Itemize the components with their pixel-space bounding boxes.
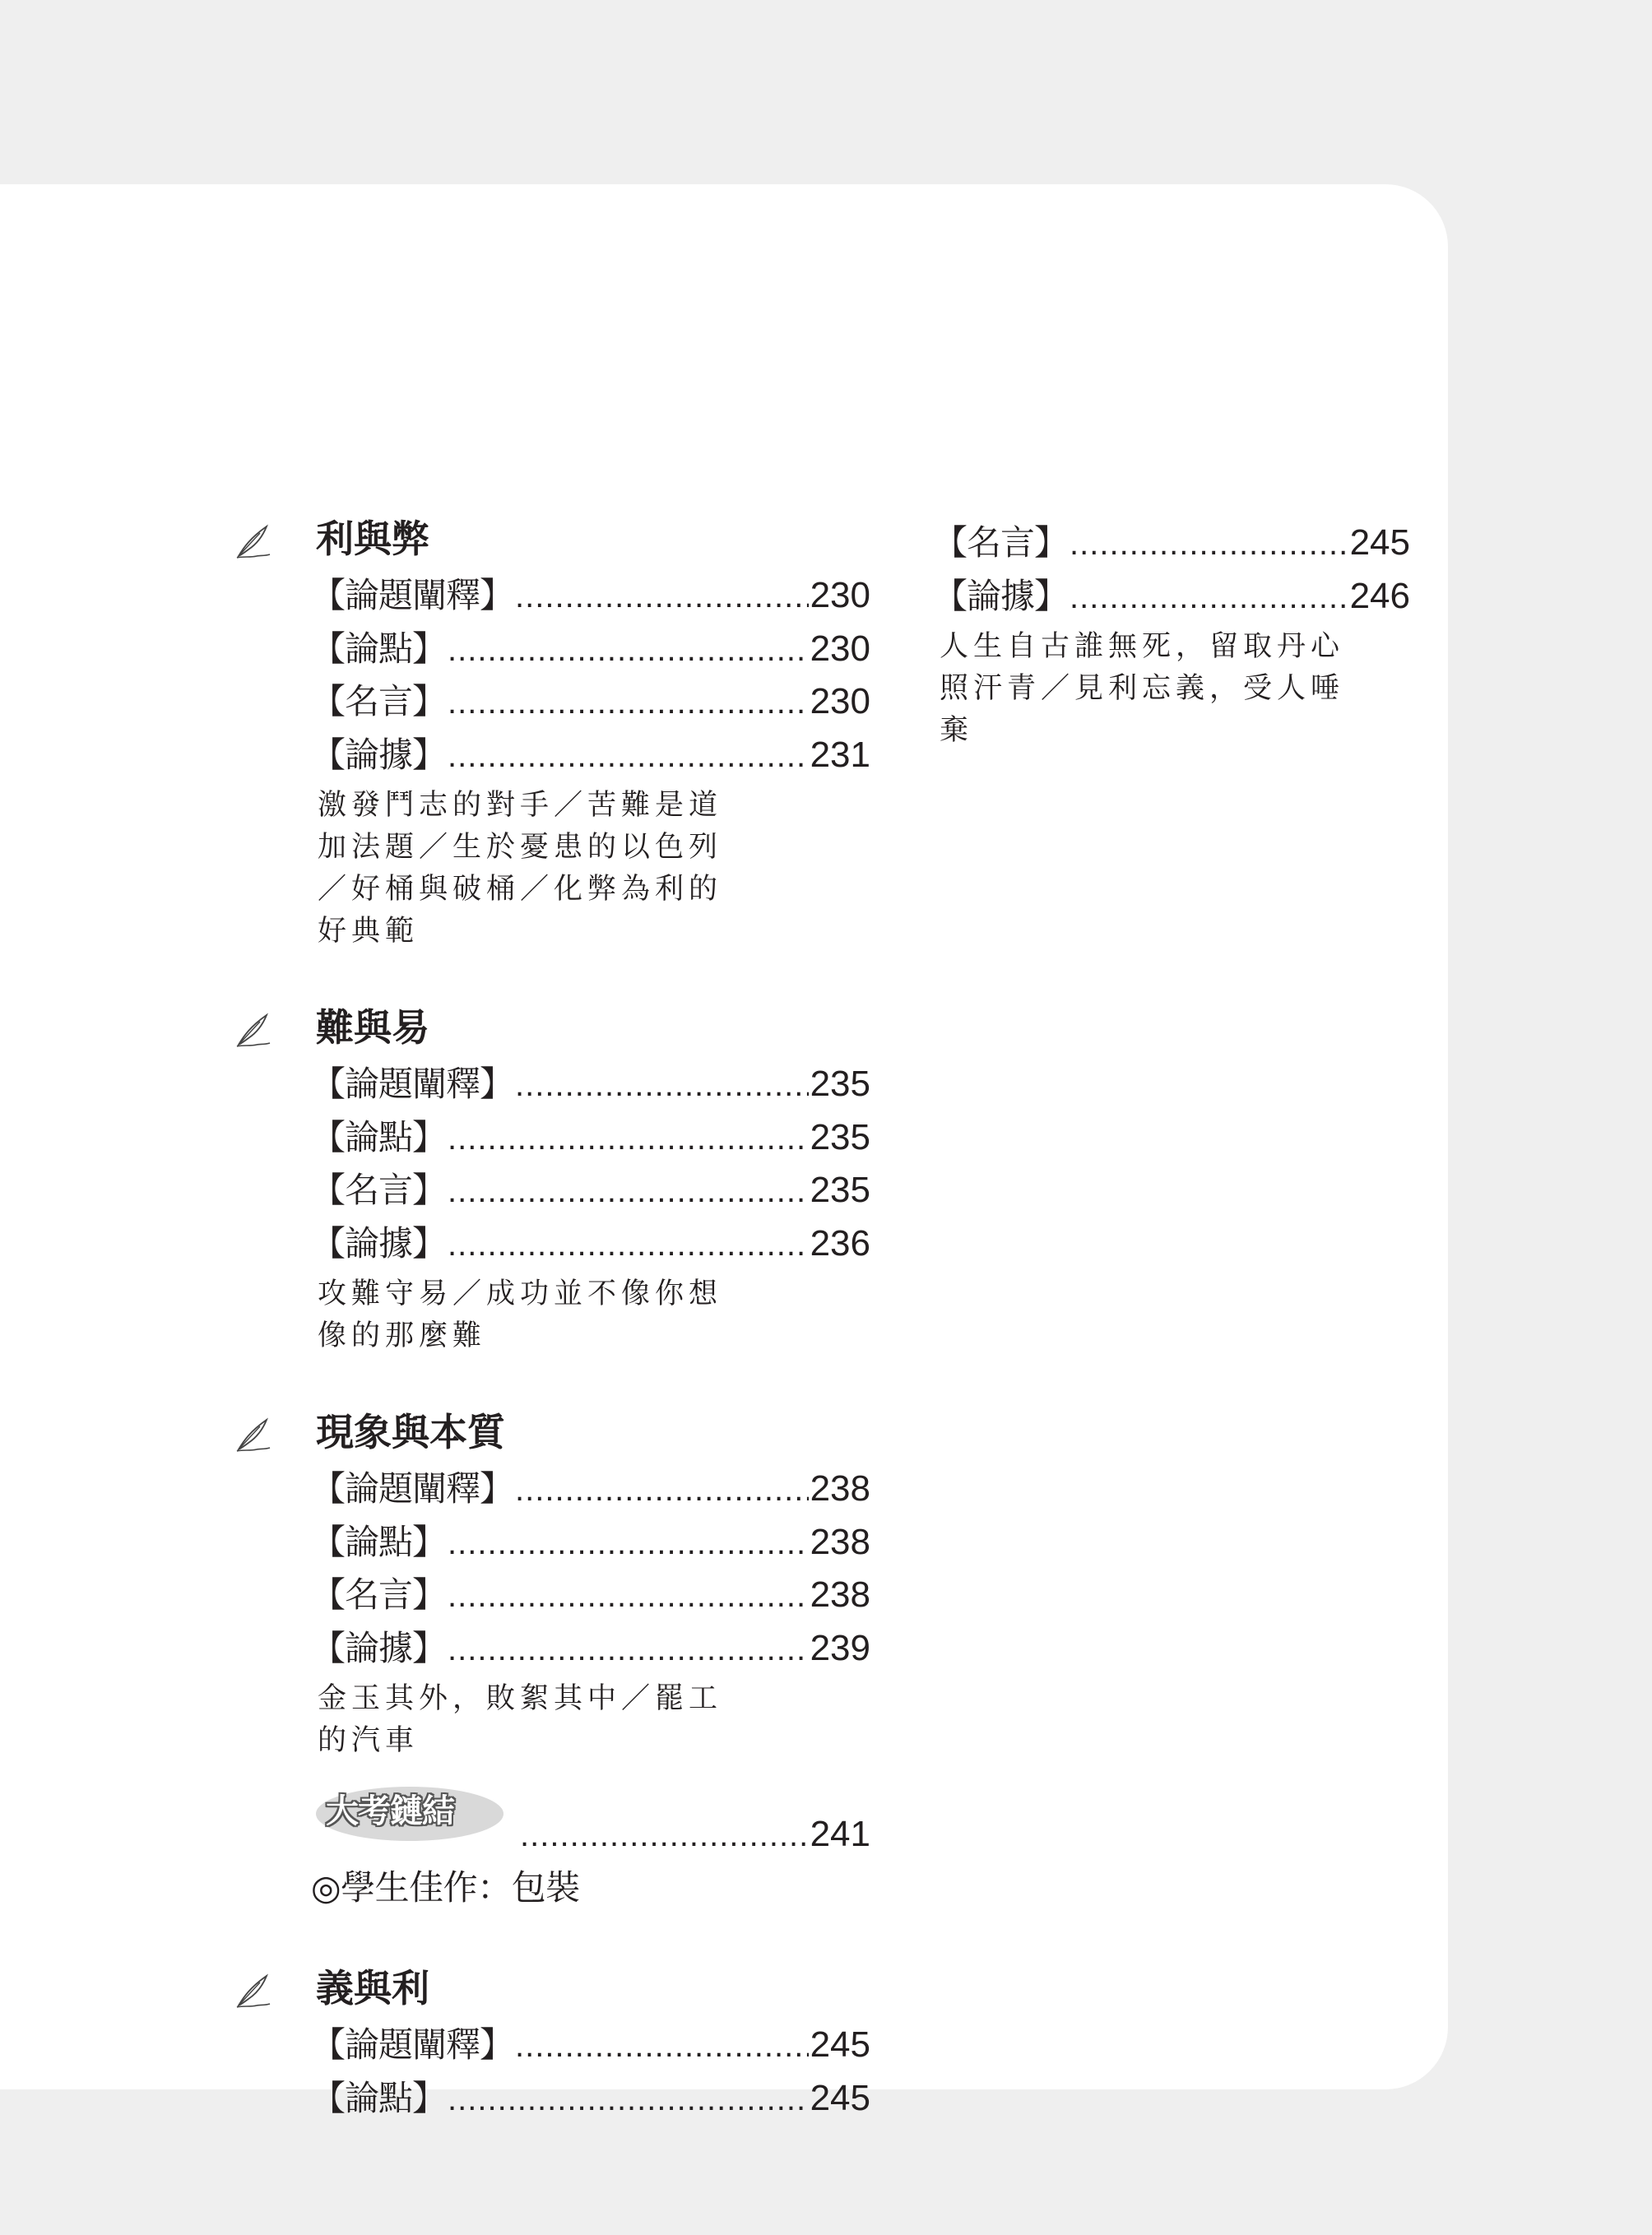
toc-left-column [235,512,870,2125]
example-line: 激發鬥志的對手／苦難是道 [318,789,723,822]
entry-list [311,569,870,953]
entry-list [933,517,1492,752]
entry-page-number: 230 [810,575,870,615]
section-header [235,1961,861,2017]
entry-label: 【名言】 [311,1170,447,1210]
section-title: 利與弊 [316,517,429,561]
entry-page-number: 230 [810,681,870,721]
entry-page-number: 238 [810,1468,870,1509]
toc-entry[interactable] [311,1463,870,1516]
argument-examples [318,785,745,953]
argument-examples [318,1678,745,1762]
entry-label: 【論題闡釋】 [311,2024,514,2065]
example-line: 的汽車 [318,1724,420,1757]
entry-label: 【論據】 [311,734,447,775]
section-title: 義與利 [316,1966,429,2010]
dot-leader [448,1112,809,1165]
dot-leader [515,570,809,623]
entry-label: 【論點】 [311,2077,447,2118]
dot-leader [1070,571,1348,624]
entry-label: 【名言】 [311,681,447,721]
dot-leader [448,676,809,729]
entry-list [311,1058,870,1357]
section-title: 難與易 [316,1005,429,1050]
toc-section [235,1961,870,2125]
example-line: 好典範 [318,915,420,948]
toc-entry[interactable] [311,2019,870,2072]
entry-label: 【論據】 [933,575,1069,616]
entry-page-number: 245 [810,2077,870,2118]
toc-entry[interactable] [311,623,870,676]
toc-section [235,1405,870,1913]
student-work-entry[interactable]: ◎學生佳作：包裝 [311,1867,580,1908]
dot-leader [448,1517,809,1570]
toc-entry[interactable] [311,729,870,782]
example-line: 照汗青／見利忘義，受人唾 [940,672,1345,705]
dot-leader [515,1059,809,1111]
dot-leader [520,1809,809,1862]
feather-quill-icon [235,1973,271,2009]
toc-entry[interactable] [311,1516,870,1570]
entry-page-number: 245 [810,2024,870,2065]
entry-page-number: 245 [1349,522,1410,563]
toc-entry[interactable] [311,1164,870,1217]
toc-entry[interactable] [933,517,1410,570]
entry-page-number: 246 [1349,575,1410,616]
toc-entry[interactable] [311,1058,870,1111]
entry-label: 【論據】 [311,1627,447,1668]
dot-leader [448,730,809,782]
example-line: 人生自古誰無死，留取丹心 [940,630,1345,663]
example-line: 像的那麼難 [318,1319,487,1352]
toc-entry[interactable] [311,2072,870,2126]
example-line: 棄 [940,714,974,747]
exam-link-entry[interactable] [311,1787,870,1854]
entry-list [311,2019,870,2125]
toc-entry[interactable] [311,569,870,623]
feather-quill-icon [235,1417,271,1453]
entry-page-number: 238 [810,1574,870,1615]
entry-label: 【名言】 [933,522,1069,563]
dot-leader [515,2019,809,2072]
exam-link-leader [520,1808,870,1862]
dot-leader [448,1570,809,1622]
section-title: 現象與本質 [316,1410,505,1454]
entry-label: 【論據】 [311,1222,447,1264]
entry-label: 【論點】 [311,1521,447,1562]
example-line: 攻難守易／成功並不像你想 [318,1277,723,1310]
argument-examples [940,626,1367,752]
entry-page-number: 236 [810,1222,870,1264]
entry-page-number: 235 [810,1064,870,1104]
exam-link-badge-label: 大考鏈結 [326,1792,454,1830]
entry-label: 【論題闡釋】 [311,1064,514,1104]
entry-list [311,1463,870,1913]
dot-leader [448,1165,809,1217]
dot-leader [448,1623,809,1676]
toc-entry[interactable] [311,1111,870,1165]
entry-label: 【論題闡釋】 [311,575,514,615]
example-line: 金玉其外，敗絮其中／罷工 [318,1682,723,1715]
dot-leader [1070,517,1348,570]
entry-page-number: 235 [810,1116,870,1157]
dot-leader [515,1463,809,1516]
feather-quill-icon [235,523,271,559]
feather-quill-icon [235,1012,271,1048]
page-panel [0,184,1448,2118]
toc-entry[interactable] [311,1217,870,1271]
section-header [235,512,861,568]
dot-leader [448,624,809,676]
entry-label: 【論點】 [311,1116,447,1157]
toc-section [235,512,870,953]
entry-label: 【論題闡釋】 [311,1468,514,1509]
entry-page-number: 241 [810,1814,870,1854]
entry-label: 【論點】 [311,628,447,669]
toc-entry[interactable] [311,1569,870,1622]
toc-entry[interactable] [311,675,870,729]
section-header [235,1000,861,1056]
dot-leader [448,1218,809,1271]
example-line: ／好桶與破桶／化弊為利的 [318,873,723,906]
example-line: 加法題／生於憂患的以色列 [318,831,723,864]
entry-label: 【名言】 [311,1574,447,1615]
section-header [235,1405,861,1461]
argument-examples [318,1273,745,1357]
entry-page-number: 238 [810,1521,870,1562]
entry-page-number: 230 [810,628,870,669]
entry-page-number: 231 [810,734,870,775]
toc-right-column [933,517,1558,752]
toc-entry[interactable] [933,570,1410,624]
entry-page-number: 235 [810,1170,870,1210]
toc-entry[interactable] [311,1622,870,1676]
dot-leader [448,2073,809,2126]
toc-section [235,1000,870,1357]
entry-page-number: 239 [810,1627,870,1668]
